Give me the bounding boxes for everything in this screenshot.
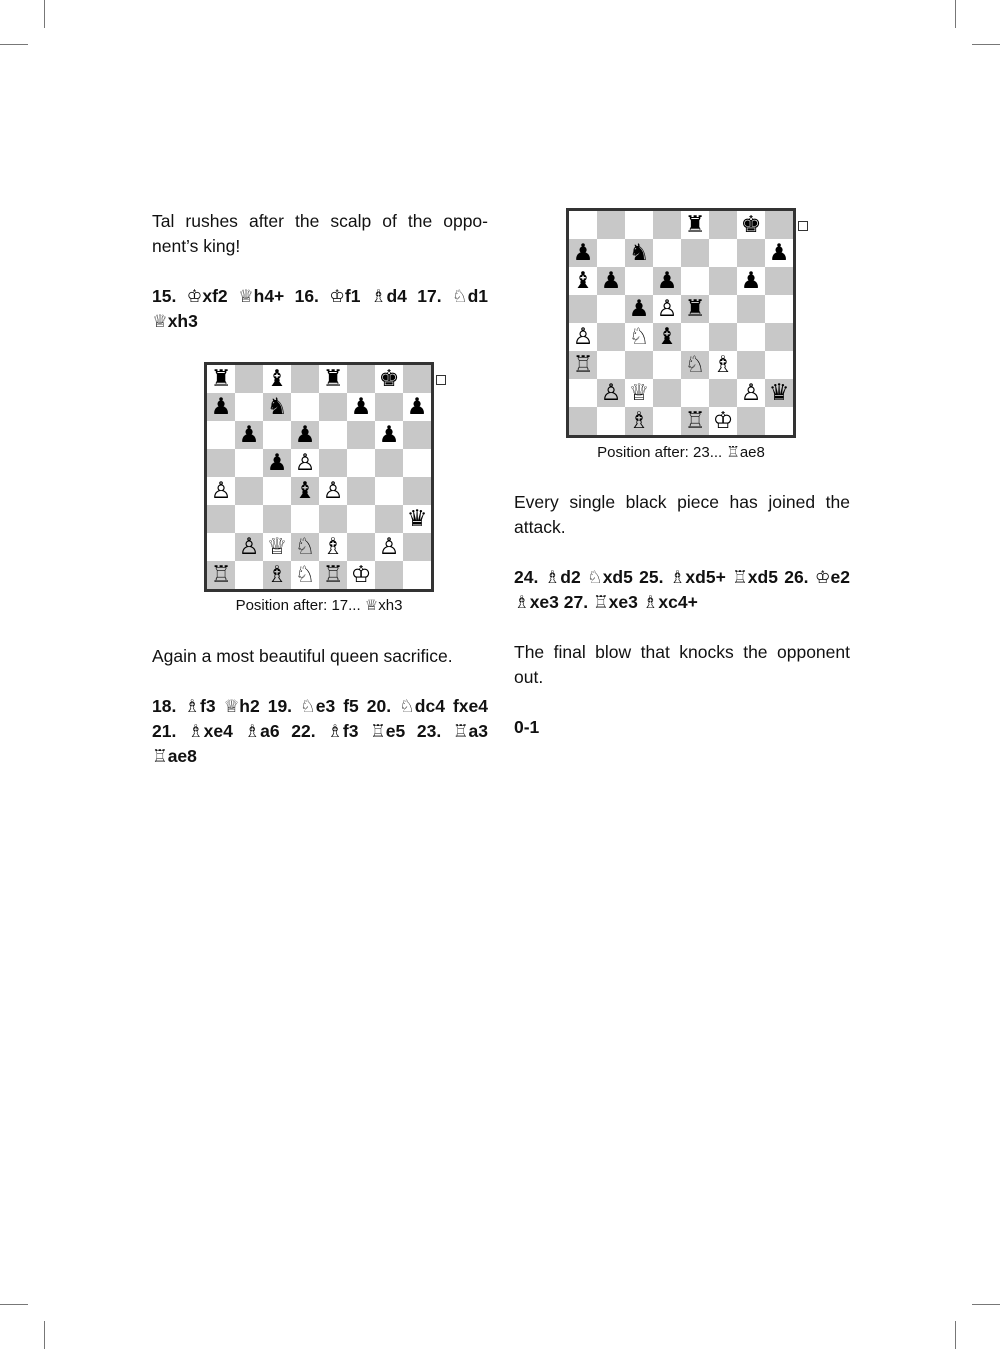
square-b1 bbox=[597, 407, 625, 435]
crop-mark bbox=[0, 1304, 28, 1305]
square-d5: ♙ bbox=[291, 449, 319, 477]
crop-mark bbox=[955, 1321, 956, 1349]
square-g6: ♟ bbox=[737, 267, 765, 295]
square-a1 bbox=[569, 407, 597, 435]
square-h3 bbox=[765, 351, 793, 379]
square-e3 bbox=[319, 505, 347, 533]
square-c6 bbox=[625, 267, 653, 295]
square-a3: ♖ bbox=[569, 351, 597, 379]
comment-final-blow: The final blow that knocks the opponent out. bbox=[514, 642, 850, 687]
square-e6 bbox=[681, 267, 709, 295]
square-c5: ♟ bbox=[263, 449, 291, 477]
square-e8: ♜ bbox=[319, 365, 347, 393]
square-h5 bbox=[403, 449, 431, 477]
square-f2 bbox=[709, 379, 737, 407]
square-c8 bbox=[625, 211, 653, 239]
square-a1: ♖ bbox=[207, 561, 235, 589]
white-to-move-marker bbox=[436, 375, 446, 385]
square-c1: ♗ bbox=[625, 407, 653, 435]
square-c4: ♘ bbox=[625, 323, 653, 351]
square-a7: ♟ bbox=[569, 239, 597, 267]
crop-mark bbox=[44, 1321, 45, 1349]
square-g5 bbox=[737, 295, 765, 323]
comment-attack: Every single black piece has joined the attack. bbox=[514, 492, 850, 537]
square-h8 bbox=[765, 211, 793, 239]
square-g8: ♚ bbox=[375, 365, 403, 393]
comment-queen-sacrifice: Again a most beautiful queen sacrifice. bbox=[152, 646, 453, 666]
square-c3 bbox=[625, 351, 653, 379]
crop-mark bbox=[44, 0, 45, 28]
square-g7 bbox=[375, 393, 403, 421]
square-b6: ♟ bbox=[235, 421, 263, 449]
square-a7: ♟ bbox=[207, 393, 235, 421]
square-d8 bbox=[291, 365, 319, 393]
square-h4 bbox=[765, 323, 793, 351]
square-e1: ♖ bbox=[319, 561, 347, 589]
crop-mark bbox=[0, 44, 28, 45]
square-g1 bbox=[737, 407, 765, 435]
square-b5 bbox=[235, 449, 263, 477]
square-d3 bbox=[653, 351, 681, 379]
square-h1 bbox=[765, 407, 793, 435]
square-d2: ♘ bbox=[291, 533, 319, 561]
square-c7: ♞ bbox=[625, 239, 653, 267]
square-g5 bbox=[375, 449, 403, 477]
square-a2 bbox=[207, 533, 235, 561]
crop-mark bbox=[955, 0, 956, 28]
square-e2: ♗ bbox=[319, 533, 347, 561]
moves-24-27: 24. ♗d2 ♘xd5 25. ♗xd5+ ♖xd5 26. ♔e2 ♗xe3 27. ♖xe3 ♗xc4+ bbox=[514, 567, 850, 612]
square-d7 bbox=[653, 239, 681, 267]
square-d5: ♙ bbox=[653, 295, 681, 323]
square-d1: ♘ bbox=[291, 561, 319, 589]
square-a3 bbox=[207, 505, 235, 533]
square-e8: ♜ bbox=[681, 211, 709, 239]
square-g7 bbox=[737, 239, 765, 267]
square-c2: ♕ bbox=[625, 379, 653, 407]
square-e1: ♖ bbox=[681, 407, 709, 435]
square-f5 bbox=[347, 449, 375, 477]
square-a2 bbox=[569, 379, 597, 407]
square-g8: ♚ bbox=[737, 211, 765, 239]
square-e4: ♙ bbox=[319, 477, 347, 505]
square-b2: ♙ bbox=[597, 379, 625, 407]
square-f1: ♔ bbox=[347, 561, 375, 589]
square-f7: ♟ bbox=[347, 393, 375, 421]
square-e7 bbox=[319, 393, 347, 421]
square-h6 bbox=[403, 421, 431, 449]
square-f5 bbox=[709, 295, 737, 323]
square-h2 bbox=[403, 533, 431, 561]
crop-mark bbox=[972, 44, 1000, 45]
square-h3: ♛ bbox=[403, 505, 431, 533]
square-a6 bbox=[207, 421, 235, 449]
square-g6: ♟ bbox=[375, 421, 403, 449]
square-a4: ♙ bbox=[207, 477, 235, 505]
square-b7 bbox=[235, 393, 263, 421]
square-f8 bbox=[709, 211, 737, 239]
square-c5: ♟ bbox=[625, 295, 653, 323]
square-c7: ♞ bbox=[263, 393, 291, 421]
moves-18-23: 18. ♗f3 ♕h2 19. ♘e3 f5 20. ♘dc4 fxe4 21. ♗xe4 ♗a6 22. ♗f3 ♖e5 23. ♖a3 ♖ae8 bbox=[152, 696, 488, 766]
square-e7 bbox=[681, 239, 709, 267]
diagram-2-caption: Position after: 23... ♖ae8 bbox=[597, 444, 765, 461]
square-f2 bbox=[347, 533, 375, 561]
square-a6: ♝ bbox=[569, 267, 597, 295]
square-f3 bbox=[347, 505, 375, 533]
square-e6 bbox=[319, 421, 347, 449]
chess-board-2 bbox=[566, 208, 796, 438]
square-e2 bbox=[681, 379, 709, 407]
square-d4: ♝ bbox=[653, 323, 681, 351]
square-e4 bbox=[681, 323, 709, 351]
square-c1: ♗ bbox=[263, 561, 291, 589]
square-d6: ♟ bbox=[653, 267, 681, 295]
square-c2: ♕ bbox=[263, 533, 291, 561]
square-f7 bbox=[709, 239, 737, 267]
square-d7 bbox=[291, 393, 319, 421]
moves-15-17: 15. ♔xf2 ♕h4+ 16. ♔f1 ♗d4 17. ♘d1 ♕xh3 bbox=[152, 286, 488, 331]
square-a5 bbox=[207, 449, 235, 477]
diagram-1-caption: Position after: 17... ♕xh3 bbox=[235, 597, 403, 614]
square-d2 bbox=[653, 379, 681, 407]
square-g4 bbox=[375, 477, 403, 505]
square-b5 bbox=[597, 295, 625, 323]
square-h1 bbox=[403, 561, 431, 589]
square-a8 bbox=[569, 211, 597, 239]
left-column bbox=[152, 209, 488, 334]
square-h2: ♛ bbox=[765, 379, 793, 407]
square-g4 bbox=[737, 323, 765, 351]
square-e5 bbox=[319, 449, 347, 477]
square-g3 bbox=[737, 351, 765, 379]
square-g3 bbox=[375, 505, 403, 533]
square-c3 bbox=[263, 505, 291, 533]
square-g2: ♙ bbox=[375, 533, 403, 561]
square-b1 bbox=[235, 561, 263, 589]
square-b4 bbox=[235, 477, 263, 505]
right-column bbox=[514, 490, 850, 740]
square-h7: ♟ bbox=[403, 393, 431, 421]
square-a5 bbox=[569, 295, 597, 323]
square-f1: ♔ bbox=[709, 407, 737, 435]
square-c8: ♝ bbox=[263, 365, 291, 393]
square-g2: ♙ bbox=[737, 379, 765, 407]
square-f4 bbox=[709, 323, 737, 351]
crop-mark bbox=[972, 1304, 1000, 1305]
intro-text: Tal rushes after the scalp of the oppo-nent’s king! bbox=[152, 211, 488, 256]
square-h8 bbox=[403, 365, 431, 393]
square-b8 bbox=[235, 365, 263, 393]
square-c6 bbox=[263, 421, 291, 449]
square-f8 bbox=[347, 365, 375, 393]
square-b4 bbox=[597, 323, 625, 351]
square-b7 bbox=[597, 239, 625, 267]
square-b8 bbox=[597, 211, 625, 239]
square-b6: ♟ bbox=[597, 267, 625, 295]
square-d3 bbox=[291, 505, 319, 533]
square-d8 bbox=[653, 211, 681, 239]
square-d6: ♟ bbox=[291, 421, 319, 449]
left-column-lower bbox=[152, 644, 488, 769]
square-f4 bbox=[347, 477, 375, 505]
square-b3 bbox=[597, 351, 625, 379]
square-d1 bbox=[653, 407, 681, 435]
square-b3 bbox=[235, 505, 263, 533]
square-c4 bbox=[263, 477, 291, 505]
square-h5 bbox=[765, 295, 793, 323]
square-e3: ♘ bbox=[681, 351, 709, 379]
square-b2: ♙ bbox=[235, 533, 263, 561]
white-to-move-marker bbox=[798, 221, 808, 231]
square-f6 bbox=[709, 267, 737, 295]
square-h4 bbox=[403, 477, 431, 505]
square-f3: ♗ bbox=[709, 351, 737, 379]
square-g1 bbox=[375, 561, 403, 589]
chess-board-1 bbox=[204, 362, 434, 592]
square-h6 bbox=[765, 267, 793, 295]
square-e5: ♜ bbox=[681, 295, 709, 323]
game-result: 0-1 bbox=[514, 717, 540, 737]
square-a4: ♙ bbox=[569, 323, 597, 351]
square-a8: ♜ bbox=[207, 365, 235, 393]
square-h7: ♟ bbox=[765, 239, 793, 267]
square-d4: ♝ bbox=[291, 477, 319, 505]
square-f6 bbox=[347, 421, 375, 449]
